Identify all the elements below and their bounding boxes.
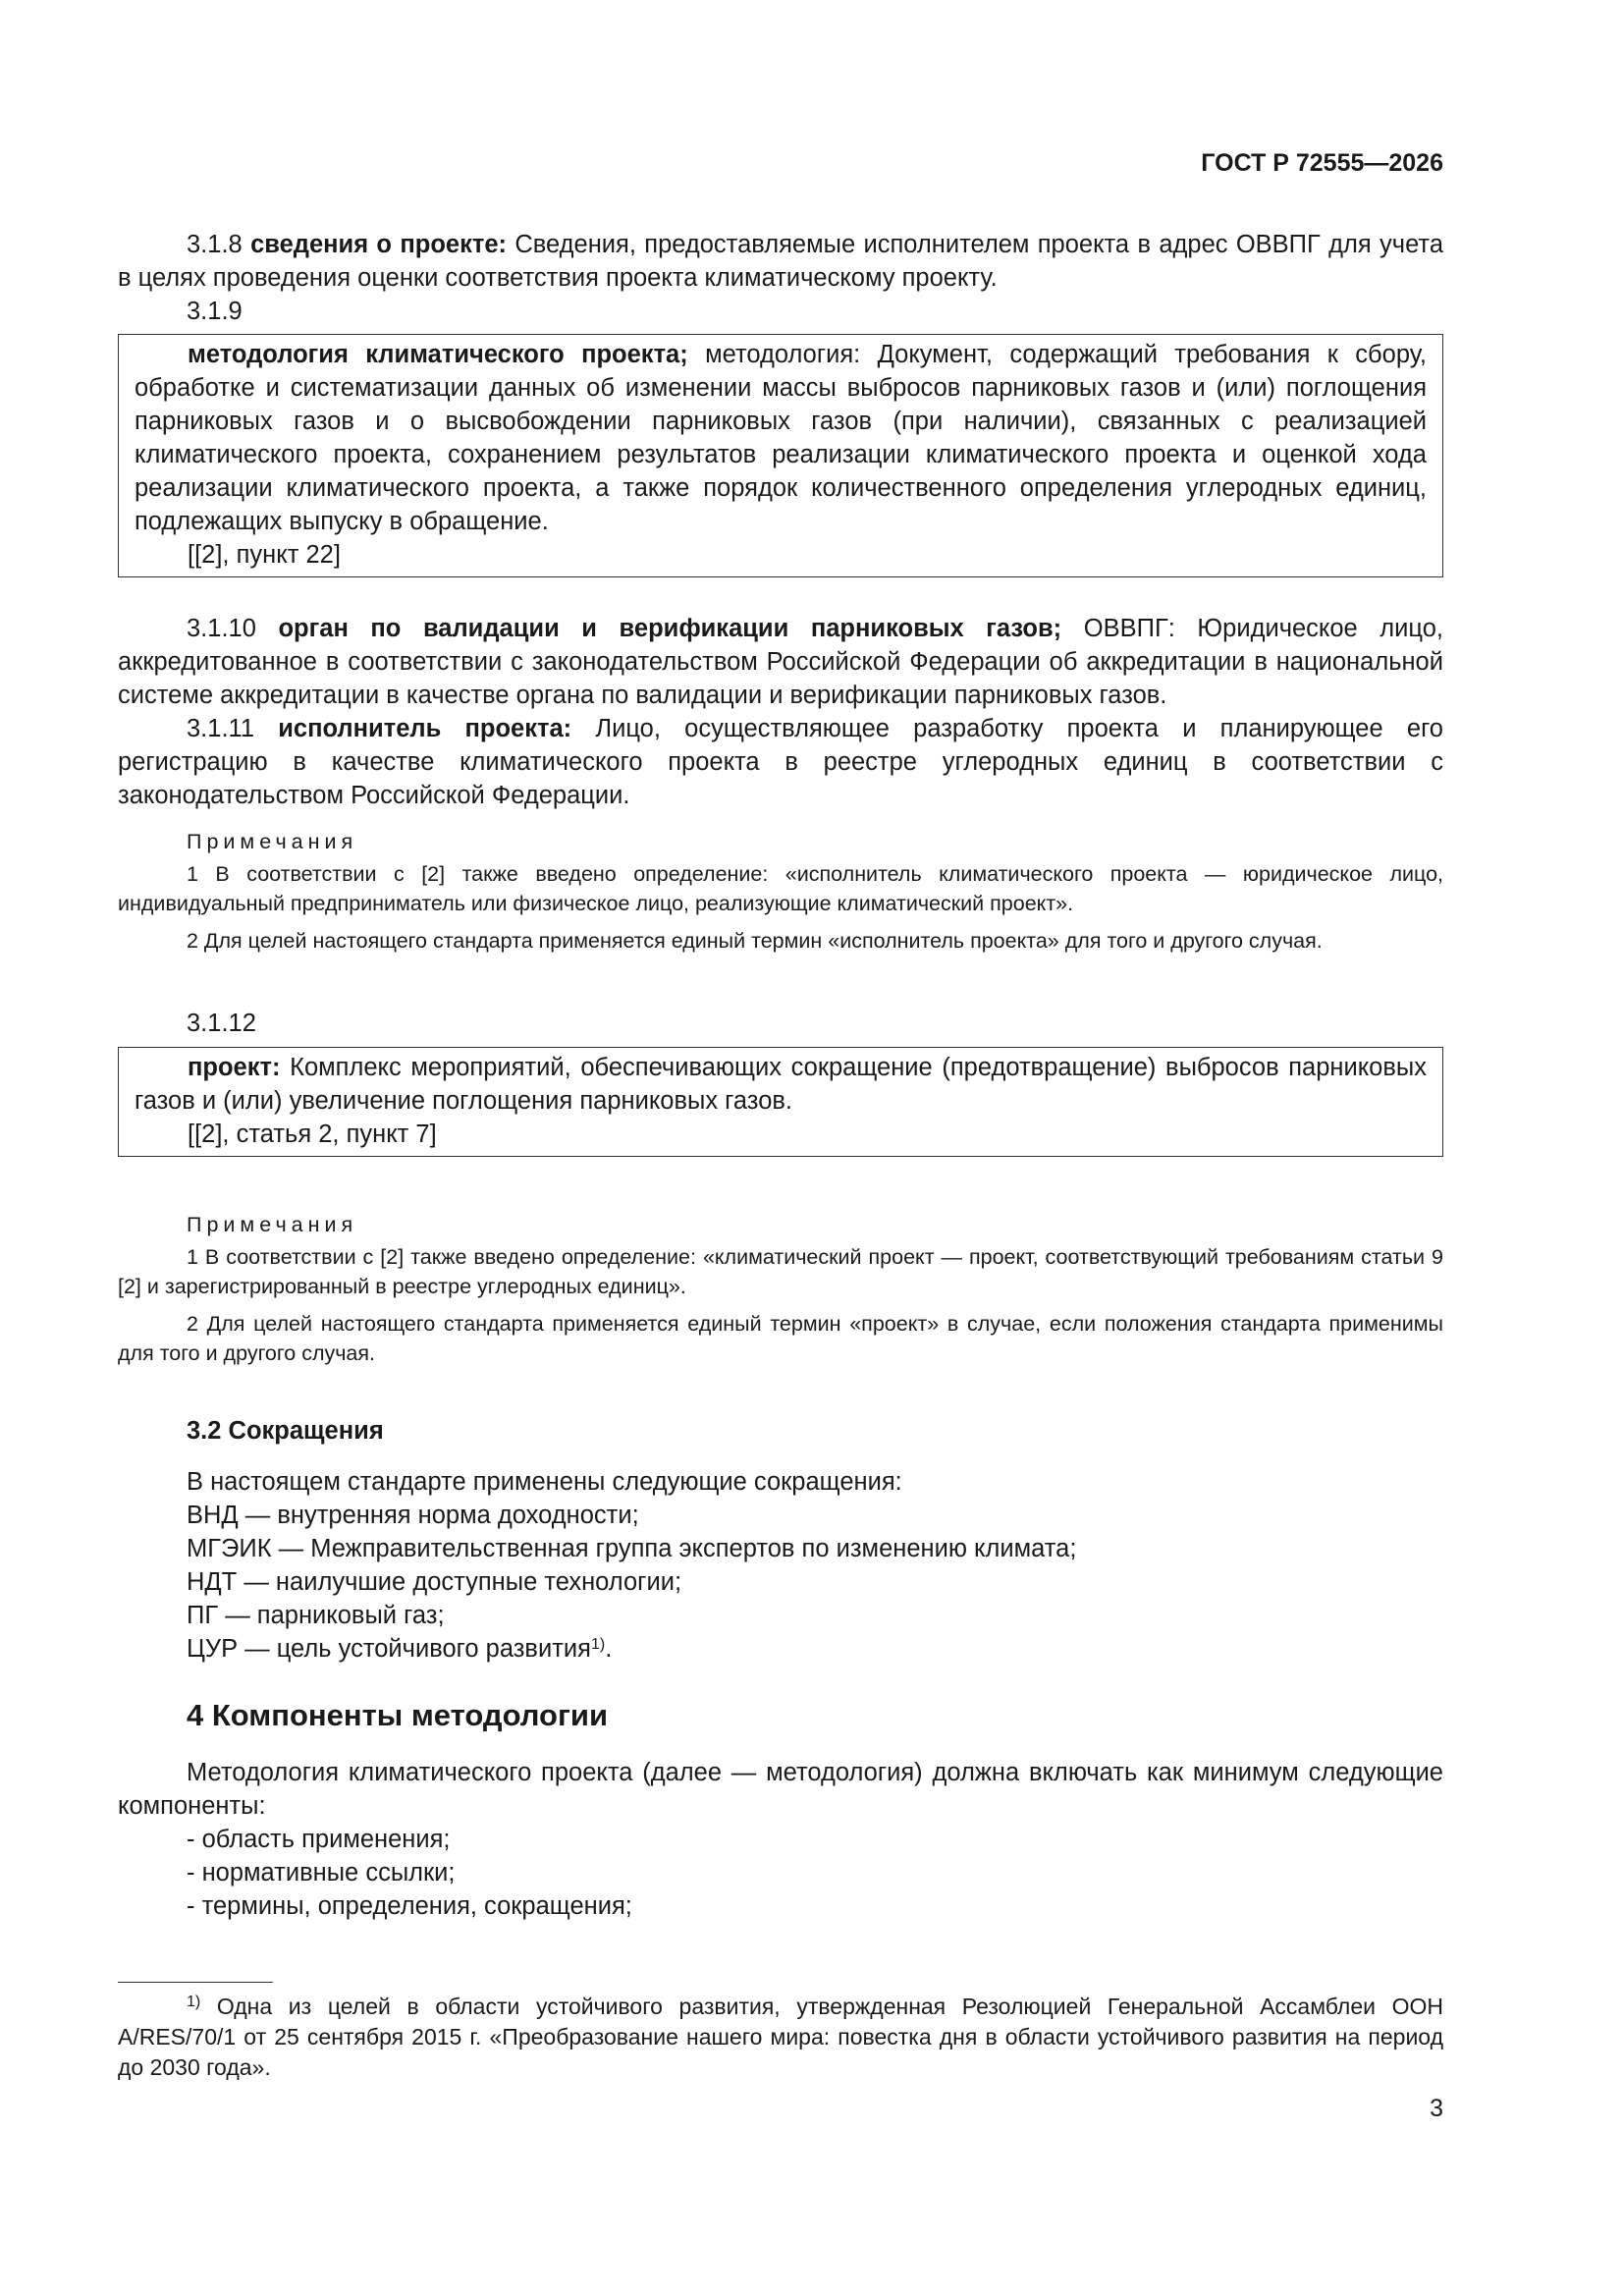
- definition: Комплекс мероприятий, обеспечивающих сокращение (предотвращение) выбросов парниковых газов и (или) увеличение поглощения парниковых газов.: [135, 1054, 1427, 1115]
- note-1: 1 В соответствии с [2] также введено определение: «исполнитель климатического проекта — юридическое лицо, индивидуальный предприниматель или физическое лицо, реализующие климатический проект».: [118, 862, 1443, 915]
- term-box-3-1-9: [118, 334, 1443, 577]
- section-heading-4: 4 Компоненты методологии: [187, 1698, 609, 1732]
- term: проект:: [188, 1054, 281, 1081]
- footnote-mark: 1): [187, 1994, 201, 2010]
- clause-3-1-11: [118, 712, 1443, 812]
- footnote-ref: 1): [590, 1636, 606, 1653]
- footnote-text: Одна из целей в области устойчивого развития, утвержденная Резолюцией Генеральной Ассамблеи ООН A/RES/70/1 от 25 сентября 2015 г. «Преобразование нашего мира: повестка дня в области устойчивого развития на период до 2030 года».: [118, 1994, 1443, 2080]
- notes-block-1: [118, 827, 1443, 956]
- note-2: 2 Для целей настоящего стандарта применяется единый термин «исполнитель проекта» для того и другого случая.: [187, 929, 1323, 953]
- clause-3-1-8: [118, 228, 1443, 295]
- term-entry: [135, 338, 1427, 538]
- clause-number: 3.1.11: [187, 715, 255, 742]
- term-source: [[2], статья 2, пункт 7]: [188, 1121, 437, 1148]
- notes-heading: Примечания: [187, 830, 358, 853]
- term: орган по валидации и верификации парниковых газов;: [278, 615, 1062, 642]
- clause-3-1-10: [118, 612, 1443, 712]
- component-item: - область применения;: [187, 1826, 451, 1853]
- footnote-separator: [118, 1982, 273, 1983]
- abbreviation-item: ВНД — внутренняя норма доходности;: [187, 1502, 639, 1529]
- term: исполнитель проекта:: [278, 715, 572, 742]
- abbreviation-text: ЦУР — цель устойчивого развития: [187, 1635, 591, 1663]
- definition: ОВВПГ: Юридическое лицо, аккредитованное в соответствии с законодательством Российской Федерации об аккредитации в национальной системе аккредитации в качестве органа по валидации и верификации парниковых газов.: [118, 615, 1444, 709]
- term: методология климатического проекта;: [188, 341, 688, 368]
- clause-3-1-9-number: 3.1.9: [187, 298, 243, 325]
- abbreviation-item-last: [118, 1632, 1443, 1666]
- notes-block-2: [118, 1210, 1443, 1368]
- abbreviation-item: НДТ — наилучшие доступные технологии;: [187, 1568, 682, 1596]
- abbreviation-item: ПГ — парниковый газ;: [187, 1602, 445, 1629]
- notes-heading: Примечания: [187, 1213, 358, 1236]
- term-entry: [135, 1051, 1427, 1118]
- abbreviations-intro: В настоящем стандарте применены следующие сокращения:: [187, 1468, 902, 1496]
- definition: методология: Документ, содержащий требования к сбору, обработке и систематизации данных об изменении массы выбросов парниковых газов и (или) поглощения парниковых газов и о высвобождении парниковых газов (при наличии), связанных с реализацией климатического проекта, сохранением результатов реализации климатического проекта и оценкой хода реализации климатического проекта, а также порядок количественного определения углеродных единиц, подлежащих выпуску в обращение.: [135, 341, 1427, 535]
- component-item: - термины, определения, сокращения;: [187, 1892, 632, 1920]
- clause-3-1-12-number: 3.1.12: [187, 1010, 256, 1037]
- section-4-body: [118, 1756, 1443, 1923]
- abbreviations-list: [118, 1465, 1443, 1666]
- term: сведения о проекте:: [250, 231, 507, 258]
- punctuation: .: [605, 1635, 613, 1663]
- component-item: - нормативные ссылки;: [187, 1859, 456, 1886]
- section-heading-3-2: 3.2 Сокращения: [187, 1417, 384, 1445]
- footnote: [118, 1992, 1443, 2083]
- clause-number: 3.1.8: [187, 231, 243, 258]
- term-source: [[2], пункт 22]: [188, 541, 341, 569]
- note-1: 1 В соответствии с [2] также введено определение: «климатический проект — проект, соответствующий требованиям статьи 9 [2] и зарегистрированный в реестре углеродных единиц».: [118, 1245, 1443, 1298]
- section-4-intro: Методология климатического проекта (далее — методология) должна включать как минимум следующие компоненты:: [118, 1759, 1443, 1820]
- definition: Сведения, предоставляемые исполнителем проекта в адрес ОВВПГ для учета в целях проведения оценки соответствия проекта климатическому проекту.: [118, 231, 1444, 292]
- term-box-3-1-12: [118, 1047, 1443, 1157]
- definition: Лицо, осуществляющее разработку проекта и планирующее его регистрацию в качестве климатического проекта в реестре углеродных единиц в соответствии с законодательством Российской Федерации.: [118, 715, 1443, 809]
- page-number: 3: [1430, 2095, 1443, 2122]
- note-2: 2 Для целей настоящего стандарта применяется единый термин «проект» в случае, если положения стандарта применимы для того и другого случая.: [118, 1312, 1443, 1365]
- abbreviation-item: МГЭИК — Межправительственная группа экспертов по изменению климата;: [187, 1535, 1077, 1562]
- document-code: ГОСТ Р 72555—2026: [1201, 149, 1443, 177]
- clause-number: 3.1.10: [187, 615, 256, 642]
